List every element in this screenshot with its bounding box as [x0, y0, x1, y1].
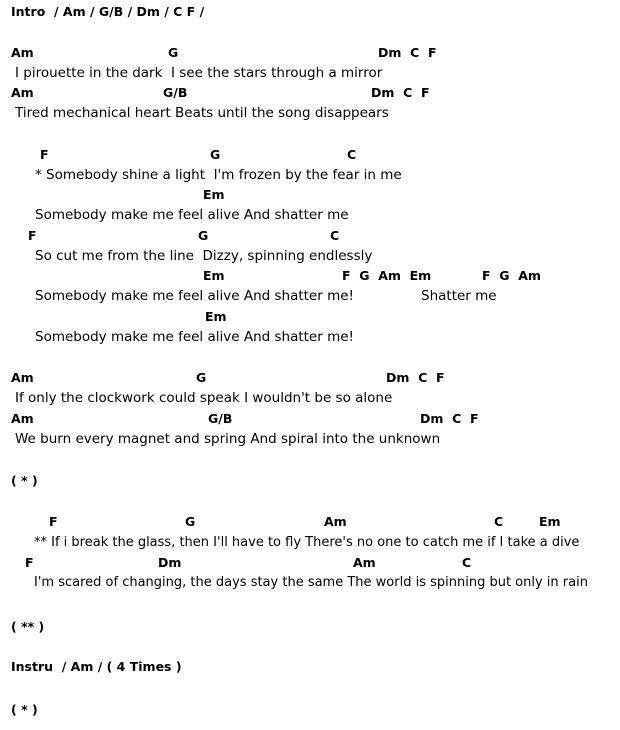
chord: Am: [11, 411, 34, 426]
chord: Am: [353, 555, 376, 570]
chord: C: [347, 147, 357, 162]
chord: Dm C F: [371, 85, 430, 100]
chord: F: [25, 555, 34, 570]
chord: Em: [539, 514, 561, 529]
chord: F G Am: [482, 268, 541, 283]
chord: Em: [203, 268, 225, 283]
chord: G: [210, 147, 221, 162]
chord: G/B: [208, 411, 233, 426]
lyric-line: Tired mechanical heart Beats until the song disappears: [15, 105, 389, 121]
chord: Am: [11, 45, 34, 60]
chord: Dm C F: [386, 370, 445, 385]
lyric-line: We burn every magnet and spring And spiral into the unknown: [15, 431, 441, 447]
chord: F: [49, 514, 58, 529]
chord: Am: [324, 514, 347, 529]
lyric-line: Somebody make me feel alive And shatter me!: [35, 329, 354, 345]
chord: C: [330, 228, 340, 243]
chord: F: [28, 228, 37, 243]
chord: G: [196, 370, 207, 385]
lyric-line: So cut me from the line Dizzy, spinning endlessly: [35, 248, 373, 264]
lyric-line: If only the clockwork could speak I wouldn't be so alone: [15, 390, 393, 406]
chord: Dm: [158, 555, 182, 570]
chord: Dm C F: [378, 45, 437, 60]
chord: Em: [203, 187, 225, 202]
repeat-marker: ( * ): [11, 473, 38, 488]
lyric-line: Shatter me: [421, 288, 497, 304]
lyric-line: I pirouette in the dark I see the stars through a mirror: [15, 65, 383, 81]
instru-line: Instru / Am / ( 4 Times ): [11, 659, 182, 674]
chord: Am: [11, 85, 34, 100]
chord: G: [185, 514, 196, 529]
chord: Em: [205, 309, 227, 324]
lyric-line: Somebody make me feel alive And shatter me: [35, 207, 349, 223]
repeat-marker: ( ** ): [11, 619, 45, 634]
repeat-marker: ( * ): [11, 702, 38, 717]
intro-line: Intro / Am / G/B / Dm / C F /: [11, 4, 205, 19]
chord: C: [494, 514, 504, 529]
lyric-line: I'm scared of changing, the days stay the same The world is spinning but only in rain: [34, 575, 588, 590]
lyric-line: ** If i break the glass, then I'll have to fly There's no one to catch me if I take a dive: [34, 535, 580, 550]
chord: G: [198, 228, 209, 243]
chord: C: [462, 555, 472, 570]
chord: Dm C F: [420, 411, 479, 426]
chord: G/B: [163, 85, 188, 100]
chord: Am: [11, 370, 34, 385]
chord: F: [40, 147, 49, 162]
chord: G: [168, 45, 179, 60]
lyric-line: Somebody make me feel alive And shatter me!: [35, 288, 354, 304]
lyric-line: * Somebody shine a light I'm frozen by the fear in me: [35, 167, 402, 183]
chord: F G Am Em: [342, 268, 432, 283]
